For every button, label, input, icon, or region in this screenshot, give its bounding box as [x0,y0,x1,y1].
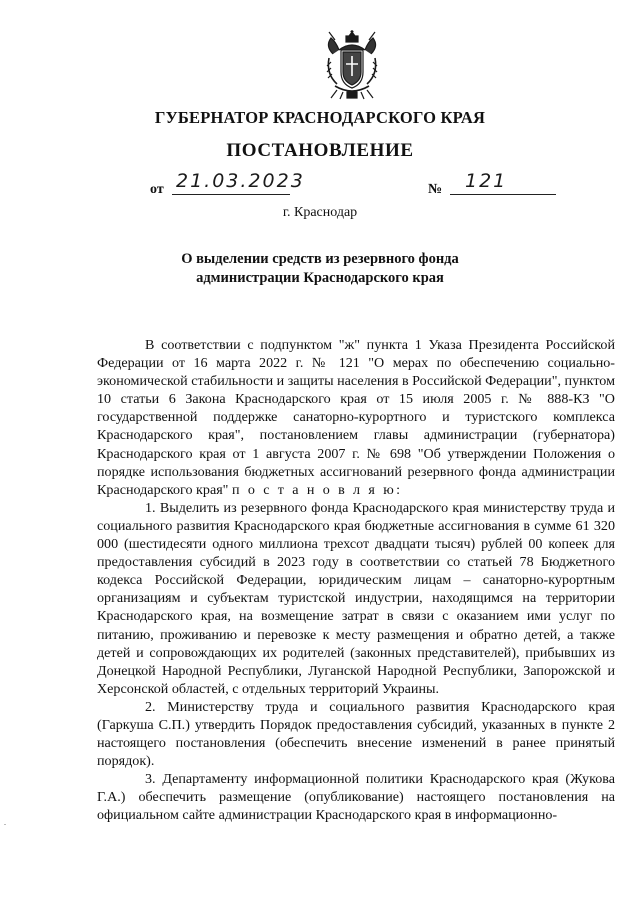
issuing-authority: ГУБЕРНАТОР КРАСНОДАРСКОГО КРАЯ [154,108,486,127]
number-prefix: № [428,182,443,197]
preamble-paragraph [97,336,615,499]
date-underline [172,194,290,195]
subject-line-2: администрации Краснодарского края [196,270,444,286]
subject-line-1: О выделении средств из резервного фонда [181,251,459,267]
margin-mark [4,824,6,825]
date-prefix: от [150,182,164,197]
item-1-paragraph: 1. Выделить из резервного фонда Краснодарского края министерству труда и социального развития Краснодарского края бюджетные ассигнования в сумме 61 320 000 (шестидесяти одного миллиона трехсот двадцати тысяч) рублей 00 копеек для предоставления субсидий в 2023 году в соответствии со статьей 78 Бюджетного кодекса Российской Федерации, юридическим лицам – санаторно-курортным организациям и субъектам туристской индустрии, находящимся на территории Краснодарского края, на возмещение затрат в связи с оказанием ими услуг по питанию, проживанию и перевозке к месту размещения и обратно детей, а также детей и сопровождающих их родителей (законных представителей), прибывших из Донецкой Народной Республики, Луганской Народной Республики, Запорожской и Херсонской областей, с отдельных территорий Украины. [97,499,615,697]
handwritten-number: 121 [465,170,508,192]
preamble-text: В соответствии с подпунктом "ж" пункта 1 Указа Президента Российской Федерации от 16 марта 2022 г. № 121 "О мерах по обеспечению социально-экономической стабильности и защиты населения в Российской Федерации", пунктом 10 статьи 6 Закона Краснодарского края от 15 июля 2005 г. № 888-КЗ "О государственной поддержке санаторно-курортного и туристского комплекса Краснодарского края", постановлением главы администрации (губернатора) Краснодарского края от 1 августа 2007 г. № 698 "Об утверждении Положения о порядке использования бюджетных ассигнований резервного фонда администрации Краснодарского края" [97,337,615,498]
document-body [97,336,615,825]
city-line: г. Краснодар [282,205,358,220]
item-3-paragraph: 3. Департаменту информационной политики Краснодарского края (Жукова Г.А.) обеспечить размещение (опубликование) настоящего постановления на официальном сайте администрации Краснодарского края в информационно- [97,771,615,824]
krasnodar-coat-of-arms-icon [323,28,381,100]
handwritten-date: 21.03.2023 [176,170,305,192]
item-2-paragraph: 2. Министерству труда и социального развития Краснодарского края (Гаркуша С.П.) утвердить Порядок предоставления субсидий, указанных в пункте 2 настоящего постановления (обеспечить внесение изменений в ранее принятый порядок). [97,698,615,770]
resolve-word: п о с т а н о в л я ю: [231,481,403,498]
number-underline [450,194,556,195]
document-type-title: ПОСТАНОВЛЕНИЕ [226,140,414,161]
document-subject [0,250,640,288]
